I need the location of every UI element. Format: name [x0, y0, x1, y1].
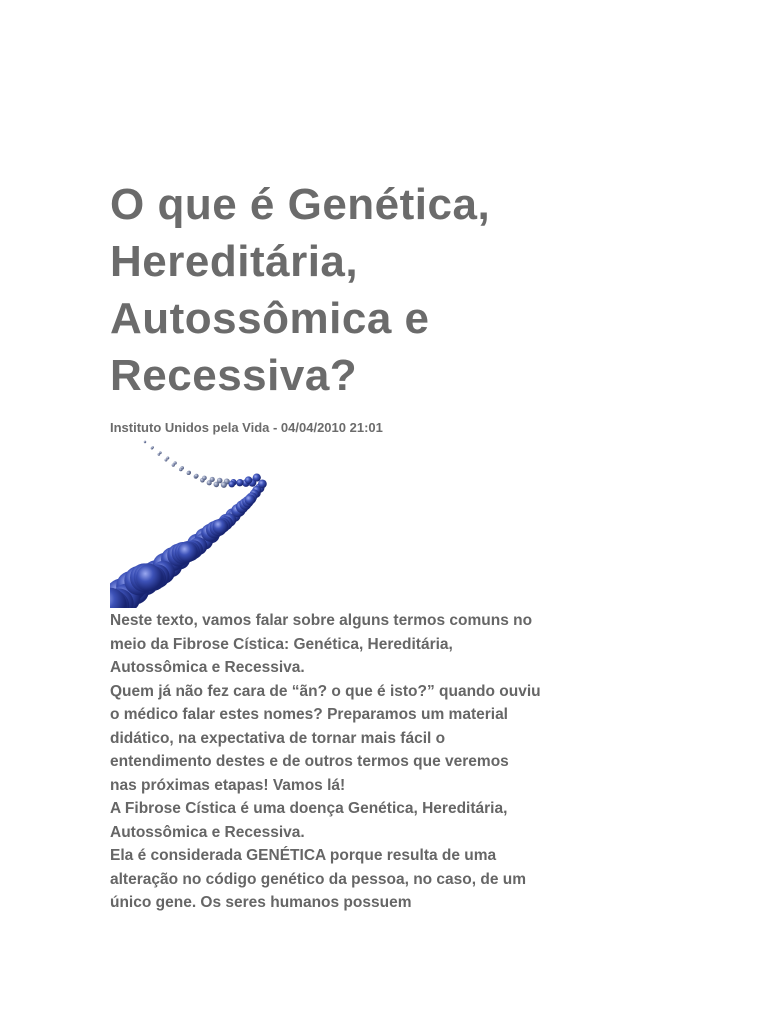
title-line: Recessiva? — [110, 351, 358, 400]
dna-nucleotide — [221, 482, 227, 488]
dna-nucleotide — [253, 474, 261, 482]
body-line: único gene. Os seres humanos possuem — [110, 894, 412, 911]
body-line: nas próximas etapas! Vamos lá! — [110, 776, 346, 794]
dna-nucleotide — [229, 481, 236, 488]
dna-nucleotide — [187, 471, 191, 475]
dna-nucleotide — [202, 476, 207, 481]
body-line: o médico falar estes nomes? Preparamos um material — [110, 706, 508, 723]
dna-nucleotide — [194, 474, 198, 478]
dna-nucleotide — [212, 519, 228, 535]
body-line: A Fibrose Cística é uma doença Genética, Hereditária, — [110, 800, 508, 817]
body-line: entendimento destes e de outros termos que veremos — [110, 753, 509, 770]
body-line: meio da Fibrose Cística: Genética, Hereditária, — [110, 635, 453, 653]
dna-nucleotide — [258, 479, 267, 488]
dna-nucleotide — [237, 479, 244, 486]
dna-nucleotide — [245, 494, 256, 505]
body-line: didático, na expectativa de tornar mais fácil o — [110, 729, 446, 747]
dna-nucleotide — [179, 468, 183, 472]
dna-nucleotide — [166, 456, 169, 459]
dna-helix-icon — [110, 436, 286, 608]
dna-helix-image — [110, 436, 286, 608]
dna-nucleotide — [136, 564, 163, 591]
article-title — [110, 176, 670, 404]
dna-nucleotide — [172, 464, 175, 467]
title-line: Hereditária, — [110, 237, 359, 286]
dna-nucleotide — [245, 476, 253, 484]
dna-nucleotide — [214, 482, 220, 488]
dna-nucleotide — [177, 542, 197, 562]
body-line: alteração no código genético da pessoa, no caso, de um — [110, 870, 527, 888]
body-line: Quem já não fez cara de “ãn? o que é isto?” quando ouviu — [110, 682, 541, 700]
dna-nucleotide — [210, 477, 215, 482]
title-line: O que é Genética, — [110, 180, 491, 229]
body-line: Autossômica e Recessiva. — [110, 659, 305, 676]
title-line: Autossômica e — [110, 294, 430, 343]
body-line: Neste texto, vamos falar sobre alguns termos comuns no — [110, 612, 533, 629]
body-line: Ela é considerada GENÉTICA porque resulta de uma — [110, 847, 497, 864]
body-line: Autossômica e Recessiva. — [110, 823, 305, 841]
dna-nucleotide — [151, 446, 153, 448]
dna-nucleotide — [159, 451, 162, 454]
article-byline: Instituto Unidos pela Vida - 04/04/2010 21:01 — [110, 420, 383, 435]
article-body — [110, 609, 670, 915]
dna-nucleotide — [144, 441, 146, 443]
